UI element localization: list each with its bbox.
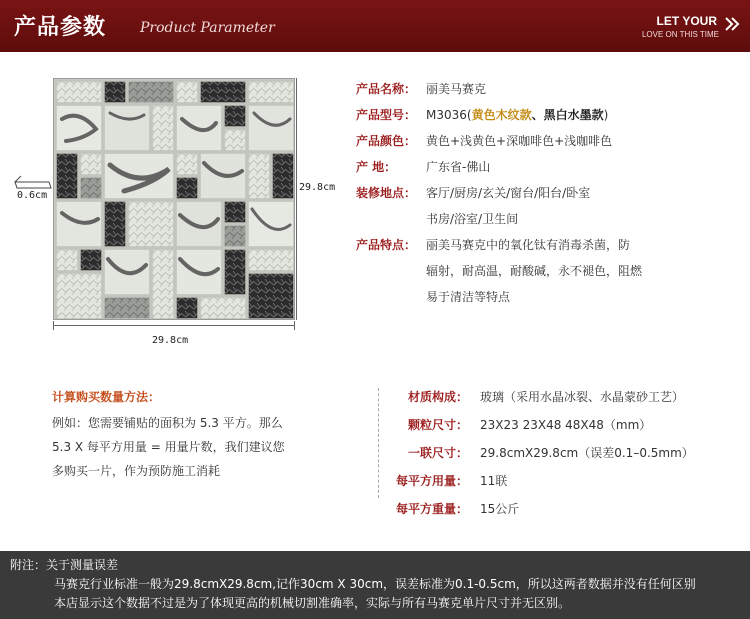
calc-line: 例如：您需要铺贴的面积为 5.3 平方。那么: [52, 416, 283, 430]
param-label: 产 地：: [356, 160, 397, 174]
material-label: 颗粒尺寸：: [408, 418, 469, 432]
param-label: 产品颜色：: [356, 134, 417, 148]
param-value: [426, 106, 608, 123]
footer-line: 马赛克行业标准一般为29.8cmX29.8cm,记作30cm X 30cm，误差标准为0.1-0.5cm，所以这两者数据并没有任何区别: [54, 577, 696, 591]
thickness-icon: [13, 170, 53, 190]
height-dimension-line: [296, 78, 297, 320]
model-suffix: ): [603, 108, 609, 122]
slogan-bottom: LOVE ON THIS TIME: [641, 30, 719, 39]
material-value: 玻璃（采用水晶冰裂、水晶蒙砂工艺）: [480, 390, 685, 404]
param-value: 丽美马赛克中的氧化钛有消毒杀菌，防: [426, 238, 631, 252]
page-subtitle: Product Parameter: [140, 20, 275, 36]
param-value: 丽美马赛克: [426, 82, 487, 96]
param-value-cont: 书房/浴室/卫生间: [426, 212, 519, 226]
material-label: 每平方用量：: [396, 474, 469, 488]
material-label: 材质构成：: [408, 390, 469, 404]
param-value-cont: 易于清洁等特点: [426, 290, 511, 304]
calc-line: 多购买一片，作为预防施工消耗: [52, 464, 221, 478]
model-separator: 、: [531, 108, 544, 122]
page-title: 产品参数: [14, 15, 107, 40]
param-value: 广东省-佛山: [426, 160, 491, 174]
width-dimension-line: [53, 325, 295, 326]
product-image: [53, 78, 295, 320]
calc-line: 5.3 X 每平方用量 = 用量片数，我们建议您: [52, 440, 285, 454]
calc-title: 计算购买数量方法：: [52, 390, 161, 404]
param-label: 装修地点：: [356, 186, 417, 200]
model-variant-yellow: 黄色木纹款: [471, 108, 532, 122]
footer-title: 附注：关于测量误差: [10, 558, 119, 572]
param-value: 客厅/厨房/玄关/窗台/阳台/卧室: [426, 186, 591, 200]
arrow-icon: [722, 14, 742, 34]
param-label: 产品型号：: [356, 108, 417, 122]
param-label: 产品名称：: [356, 82, 417, 96]
param-value-cont: 辐射，耐高温，耐酸碱，永不褪色，阻燃: [426, 264, 643, 278]
material-value: 15公斤: [480, 502, 520, 516]
section-divider: [378, 388, 379, 498]
material-value: 23X23 23X48 48X48（mm）: [480, 418, 652, 432]
header-banner: [0, 0, 750, 52]
footer-line: 本店显示这个数据不过是为了体现更高的机械切割准确率，实际与所有马赛克单片尺寸并无区别。: [54, 596, 571, 610]
mosaic-tile: [53, 78, 295, 320]
thickness-label: 0.6cm: [17, 190, 48, 201]
param-label: 产品特点：: [356, 238, 417, 252]
width-label: 29.8cm: [152, 335, 189, 346]
model-variant-black: 黑白水墨款: [543, 108, 604, 122]
footer-note: [0, 551, 750, 619]
material-value: 29.8cmX29.8cm（误差0.1–0.5mm）: [480, 446, 694, 460]
param-value: 黄色+浅黄色+深咖啡色+浅咖啡色: [426, 134, 613, 148]
height-label: 29.8cm: [299, 182, 336, 193]
slogan-top: LET YOUR: [656, 14, 717, 28]
material-value: 11联: [480, 474, 508, 488]
material-label: 每平方重量：: [396, 502, 469, 516]
material-label: 一联尺寸：: [408, 446, 469, 460]
model-code: M3036(: [426, 108, 472, 122]
